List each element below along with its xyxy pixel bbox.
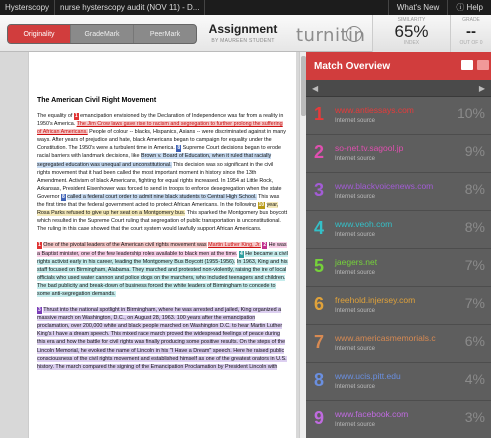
grade-label: GRADE (462, 17, 480, 23)
match-row[interactable] (306, 135, 491, 173)
assignment-title: Assignment (208, 22, 278, 36)
match-row[interactable] (306, 401, 491, 438)
document-pane (0, 52, 299, 438)
match-number: 4 (314, 218, 325, 238)
match-source-link[interactable]: www.antiessays.com (335, 105, 414, 115)
match-row[interactable] (306, 97, 491, 135)
match-source-type: Internet source (335, 194, 376, 200)
match-marker-1[interactable]: 1 (74, 113, 78, 119)
document-title: The American Civil Right Movement (37, 97, 157, 104)
detail-view-icon[interactable] (477, 60, 489, 70)
match-highlight-1b[interactable]: One of the pivotal leaders of the American civil rights movement was (43, 242, 207, 249)
text-span: emancipation (80, 113, 113, 119)
match-percentage: 3% (464, 409, 485, 425)
match-highlight-1c[interactable]: Martin Luther King, Jr. (208, 242, 261, 249)
match-highlight-1[interactable]: The Jim Crow laws gave rise to racism and segregation to further prolong the suffering of African Americans. (37, 121, 283, 136)
match-marker-10[interactable]: 10 (258, 202, 265, 209)
match-source-link[interactable]: jaegers.net (335, 257, 378, 267)
text-span: The equality of (37, 113, 73, 119)
prev-arrow-icon[interactable]: ◀ (312, 84, 319, 93)
similarity-label: SIMILARITY (397, 17, 426, 23)
text-span: People of colour -- blacks, Hispanics, Asians -- were discriminated against in many ways. After years of prejudice and hate, black Americans began to campaign for equality under the Constitution. The 1950's were a turbulent time in America. (37, 129, 286, 152)
match-source-link[interactable]: freehold.injersey.com (335, 295, 416, 305)
document-page (28, 52, 296, 438)
help-icon: ⓘ (456, 3, 467, 12)
match-highlight-10[interactable]: year, Rosa Parks refused to give up her seat on a Montgomery bus. (37, 202, 279, 217)
class-tab[interactable]: Hysterscopy (0, 0, 55, 15)
paragraph-3 (37, 306, 288, 371)
match-overview-panel (306, 52, 491, 438)
list-view-icon[interactable] (461, 60, 473, 70)
match-marker-3[interactable]: 3 (38, 307, 41, 314)
match-source-link[interactable]: so-net.tv.sagool.jp (335, 143, 404, 153)
similarity-value: 65% (394, 22, 429, 41)
assignment-author: BY MAUREEN STUDENT (211, 38, 275, 44)
paragraph-1 (37, 112, 288, 233)
match-percentage: 7% (464, 295, 485, 311)
text-span: This decision was so significant in the civil rights movement that it had been called the most important moment in history since the 13th Amendment. Activism of black Americans, fighting for equal rights increased. In 1954 at Little Rock, Arkansas, President Eisenhower was forced to send in troops to enforce desegregation when the state Governor (37, 161, 282, 200)
match-source-type: Internet source (335, 308, 376, 314)
similarity-index[interactable] (372, 15, 450, 52)
match-highlight-8b[interactable]: called a federal court order to admit nine black students to Central High School. (67, 193, 257, 200)
match-list (306, 97, 491, 438)
paragraph-2 (37, 241, 288, 298)
next-arrow-icon[interactable]: ▶ (478, 84, 485, 93)
match-highlight-8[interactable]: Brown v. Board of Education, when it ruled that racially segregated education was unequal and unconstitutional. (37, 153, 272, 168)
match-source-type: Internet source (335, 422, 376, 428)
assignment-info (206, 22, 280, 44)
help-label: Help (466, 3, 483, 12)
match-highlight-2[interactable]: He was a Baptist minister, one of the few leadership roles available to black men at the time. (37, 242, 287, 257)
match-source-link[interactable]: www.blackvoicenews.com (335, 181, 434, 191)
match-row[interactable] (306, 211, 491, 249)
match-number: 3 (314, 180, 325, 200)
match-number: 5 (314, 256, 325, 276)
match-number: 7 (314, 332, 325, 352)
match-number: 6 (314, 294, 325, 314)
match-percentage: 7% (464, 257, 485, 273)
match-source-type: Internet source (335, 156, 376, 162)
match-percentage: 9% (464, 143, 485, 159)
match-source-link[interactable]: www.ucis.pitt.edu (335, 371, 401, 381)
text-span: envisioned by the Declaration of Independence was far from a reality in 1950's America. (37, 113, 284, 128)
match-number: 8 (314, 370, 325, 390)
match-number: 1 (314, 104, 325, 124)
match-row[interactable] (306, 249, 491, 287)
grade-box[interactable] (450, 15, 491, 52)
text-span: Supreme Court decisions began to erode racial barriers with landmark decisions, like (37, 145, 281, 160)
match-row[interactable] (306, 287, 491, 325)
match-percentage: 10% (456, 105, 485, 121)
mode-switcher (7, 24, 197, 44)
match-source-type: Internet source (335, 384, 376, 390)
match-overview-title: Match Overview (314, 60, 391, 72)
grade-sub: OUT OF 0 (459, 40, 483, 46)
turnitin-logo: turnitin (296, 25, 366, 46)
similarity-sub: INDEX (403, 40, 420, 46)
match-overview-header (306, 52, 491, 80)
grademark-mode-button[interactable]: GradeMark (70, 25, 133, 43)
match-highlight-4[interactable]: He became a civil rights activist early in his career, leading the Montgomery Bus Boycott (1955-1956). (37, 250, 288, 265)
originality-mode-button[interactable]: Originality (8, 25, 70, 43)
match-marker-2[interactable]: 2 (263, 242, 267, 249)
help-link[interactable] (447, 0, 491, 15)
match-marker-8b[interactable]: 8 (61, 193, 65, 200)
match-source-type: Internet source (335, 270, 376, 276)
match-percentage: 6% (464, 333, 485, 349)
match-number: 2 (314, 142, 325, 162)
match-percentage: 8% (464, 219, 485, 235)
document-scrollbar[interactable] (299, 52, 306, 438)
grade-value: -- (466, 23, 476, 40)
match-source-link[interactable]: www.facebook.com (335, 409, 409, 419)
match-row[interactable] (306, 173, 491, 211)
text-span: Montgomery bus boycott which resulted in the Supreme Court ruling that segregation of public transportation is unconstitutional. The ruling in this case showed that the court system would lawfully support African Americans. (37, 210, 288, 233)
top-bar (0, 0, 491, 15)
match-row[interactable] (306, 325, 491, 363)
text-span: This was the first time that the federal government acted to protect African Americans. In the following (37, 193, 280, 209)
match-row[interactable] (306, 363, 491, 401)
match-source-type: Internet source (335, 232, 376, 238)
match-percentage: 8% (464, 181, 485, 197)
text-span: This sparked the (186, 210, 227, 217)
assignment-tab[interactable]: nurse hysterscopy audit (NOV 11) - D... (55, 0, 205, 15)
whats-new-link[interactable]: What's New (388, 0, 447, 15)
turnitin-logo-icon (346, 26, 362, 42)
match-marker-4[interactable]: 4 (239, 250, 243, 257)
match-source-type: Internet source (335, 346, 376, 352)
match-number: 9 (314, 408, 325, 428)
match-source-type: Internet source (335, 118, 376, 124)
match-source-link[interactable]: www.americasmemorials.c (335, 333, 436, 343)
match-percentage: 4% (464, 371, 485, 387)
match-marker-8[interactable]: 8 (177, 145, 181, 152)
match-highlight-4b[interactable]: In 1963, King and his staff focused on Birmingham, Alabama. They marched and protested non-violently, raising the ire of local officials who used water cannon and police dogs on the marchers, who included teenagers and children. The bad publicity and break-down of business forced the white leaders of Birmingham to concede to some anti-segregation demands. (37, 258, 288, 297)
match-marker-1b[interactable]: 1 (38, 242, 41, 249)
match-highlight-3[interactable]: Thrust into the national spotlight in Birmingham, where he was arrested and jailed, King organized a massive march on Washington, D.C., on August 28, 1963. 100 years after the emancipation proclamation, over 200,000 white and black people marched on Washington D.C. to hear Martin Luther King's I have a dream speech. This mixed race march proved the widespread feelings of peace during this era and how the battle for civil rights was finally producing some positive results. On the steps of the Lincoln Memorial, he evoked the name of Lincoln in his "I Have a Dream" speech. Here he raised public consciousness of the civil rights movement and established himself as one of the greatest orators in U.S. history. The march compared the signing of the Emancipation Proclamation by President Lincoln with (37, 307, 287, 370)
match-source-link[interactable]: www.veoh.com (335, 219, 393, 229)
peermark-mode-button[interactable]: PeerMark (133, 25, 196, 43)
match-nav (306, 80, 491, 97)
